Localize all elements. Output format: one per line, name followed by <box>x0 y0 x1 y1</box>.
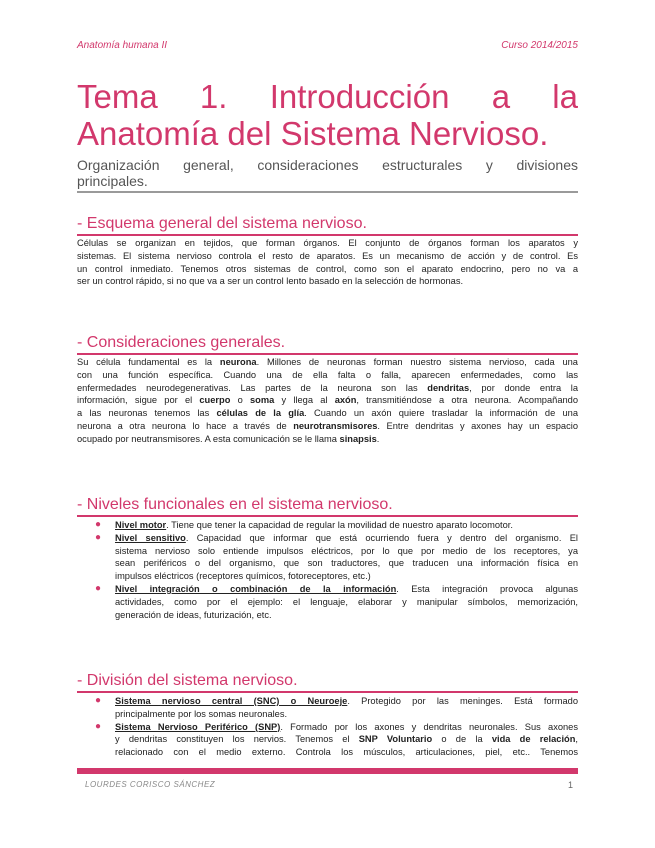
section-body-consideraciones <box>77 356 578 446</box>
page-number: 1 <box>567 780 573 790</box>
item-line: generación de ideas, futurización, etc. <box>115 609 272 620</box>
text-run: o <box>230 395 250 406</box>
header-academic-year: Curso 2014/2015 <box>501 40 578 51</box>
paragraph-line <box>77 356 578 369</box>
text-run: enfermedades neurodegenerativas. Las partes de la neurona son las <box>77 382 428 393</box>
bullet-icon: ● <box>95 531 102 543</box>
text-run: . Cuando un axón quiere trasladar la información de una <box>304 408 578 419</box>
item-line <box>115 532 578 545</box>
section-rule-esquema <box>77 234 578 236</box>
term-snp: Sistema Nervioso Periférico (SNP) <box>115 721 281 732</box>
text-run: o de la <box>432 734 492 745</box>
term-axon: axón <box>334 395 357 406</box>
text-run: , transmitiéndose a otra neurona. Acompañando <box>356 395 579 406</box>
item-line: actividades, como por el ejemplo: el lenguaje, elaborar y manipular símbolos, memorización, <box>115 596 578 607</box>
footer-author: LOURDES CORISCO SÁNCHEZ <box>85 780 216 789</box>
text-run: . Formado por los axones y dendritas neuronales. Sus axones <box>280 721 579 732</box>
term-vida-relacion: vida de relación <box>491 734 576 745</box>
text-run: . Entre dendritas y axones hay un espacio <box>377 420 578 431</box>
section-heading-division: - División del sistema nervioso. <box>77 672 298 689</box>
item-line: sean periféricos o del organismo, que son traductores, que traducen una información física en <box>115 558 578 569</box>
title-line-1: Tema 1. Introducción a la <box>77 78 578 115</box>
subtitle-divider <box>77 191 578 193</box>
section-rule-consideraciones <box>77 353 578 355</box>
term-cuerpo: cuerpo <box>199 395 231 406</box>
list-item <box>95 721 578 759</box>
text-run: , por donde entra la <box>469 382 578 393</box>
section-rule-niveles <box>77 515 578 517</box>
term-snc: Sistema nervioso central (SNC) o Neuroeje <box>115 696 348 706</box>
item-line: sistema nervioso solo entiende impulsos eléctricos, por lo que por medio de los receptores, ya <box>115 545 578 556</box>
section-heading-niveles: - Niveles funcionales en el sistema nervioso. <box>77 496 393 513</box>
paragraph-line: ser un control rápido, si no que va a ser un control lento basado en la selección de hormonas. <box>77 276 464 287</box>
term-neurotransmisores: neurotransmisores <box>293 420 378 431</box>
text-run: y dendritas constituyen los nervios. Tenemos el <box>115 734 359 745</box>
term-soma: soma <box>250 395 275 406</box>
section-heading-esquema: - Esquema general del sistema nervioso. <box>77 215 367 232</box>
text-run: ocupado por neutransmisores. A esta comunicación se le llama <box>77 433 340 444</box>
section-rule-division <box>77 691 578 693</box>
text-run: neurona a otra neurona lo hace a través de <box>77 420 294 431</box>
paragraph-line <box>77 394 578 407</box>
item-line: impulsos eléctricos (receptores químicos, fotoreceptores, etc.) <box>115 571 371 582</box>
text-run: . Capacidad que informar que está ocurriendo fuera y dentro del organismo. El <box>185 532 578 543</box>
bullet-icon: ● <box>95 695 102 706</box>
term-nivel-motor: Nivel motor <box>115 520 167 530</box>
list-item <box>95 532 578 583</box>
term-nivel-integracion: Nivel integración o combinación de la información <box>115 583 397 594</box>
paragraph-line: un control inmediato. Tenemos otros sistemas de control, como son el aparato endocrino, pero no va a <box>77 263 578 274</box>
bullet-icon: ● <box>95 720 102 732</box>
paragraph-line: sistemas. El sistema nervioso controla el resto de aparatos. Es un mecanismo de acción y de control. Es <box>77 250 578 261</box>
subtitle-line-2: principales. <box>77 173 148 189</box>
term-snp-voluntario: SNP Voluntario <box>358 734 433 745</box>
term-celulas-glia: células de la glía <box>216 408 305 419</box>
item-line <box>115 519 578 532</box>
paragraph-line: con una función específica. Cuando una de ella falta o falla, aparecen enfermedades, como las <box>77 369 578 380</box>
term-neurona: neurona <box>219 357 257 367</box>
section-body-esquema <box>77 237 578 288</box>
bullet-icon: ● <box>95 582 102 594</box>
list-item <box>95 519 578 532</box>
bullet-icon: ● <box>95 519 102 530</box>
bullet-list-division <box>95 695 578 759</box>
text-run: . Esta integración provoca algunas <box>396 583 579 594</box>
paragraph-line: Células se organizan en tejidos, que forman órganos. El conjunto de órganos forman los aparatos y <box>77 238 578 248</box>
text-run: y llega al <box>274 395 335 406</box>
document-title <box>77 78 578 152</box>
term-dendritas: dendritas <box>427 382 470 393</box>
paragraph-line <box>77 382 578 395</box>
title-line-2: Anatomía del Sistema Nervioso. <box>77 115 549 152</box>
footer-accent-bar <box>77 768 578 774</box>
paragraph-line <box>77 433 578 446</box>
item-line <box>115 583 578 596</box>
item-line <box>115 733 578 746</box>
text-run: información, sigue por el <box>77 395 200 406</box>
bullet-list-niveles <box>95 519 578 621</box>
term-sinapsis: sinapsis <box>339 433 377 444</box>
item-line <box>115 695 578 708</box>
item-line <box>115 721 578 734</box>
item-line: relacionado con el medio externo. Controla los músculos, articulaciones, piel, etc.. Tenemos <box>115 747 578 758</box>
text-run: , <box>575 734 578 745</box>
subtitle-line-1: Organización general, consideraciones estructurales y divisiones <box>77 157 578 173</box>
term-nivel-sensitivo: Nivel sensitivo <box>115 532 186 543</box>
item-line: principalmente por los somas neuronales. <box>115 708 288 719</box>
text-run: . <box>376 433 380 444</box>
text-run: . Millones de neuronas forman nuestro sistema nervioso, cada una <box>256 357 578 367</box>
text-run: . Protegido por las meninges. Está formado <box>347 696 578 706</box>
text-run: . Tiene que tener la capacidad de regular la movilidad de nuestro aparato locomotor. <box>166 520 513 530</box>
text-run: Su célula fundamental es la <box>77 357 220 367</box>
paragraph-line <box>77 420 578 433</box>
list-item <box>95 695 578 721</box>
header-course-name: Anatomía humana II <box>77 40 168 51</box>
text-run: a las neuronas tenemos las <box>77 408 217 419</box>
list-item <box>95 583 578 621</box>
section-heading-consideraciones: - Consideraciones generales. <box>77 334 286 351</box>
paragraph-line <box>77 407 578 420</box>
document-subtitle <box>77 157 578 189</box>
